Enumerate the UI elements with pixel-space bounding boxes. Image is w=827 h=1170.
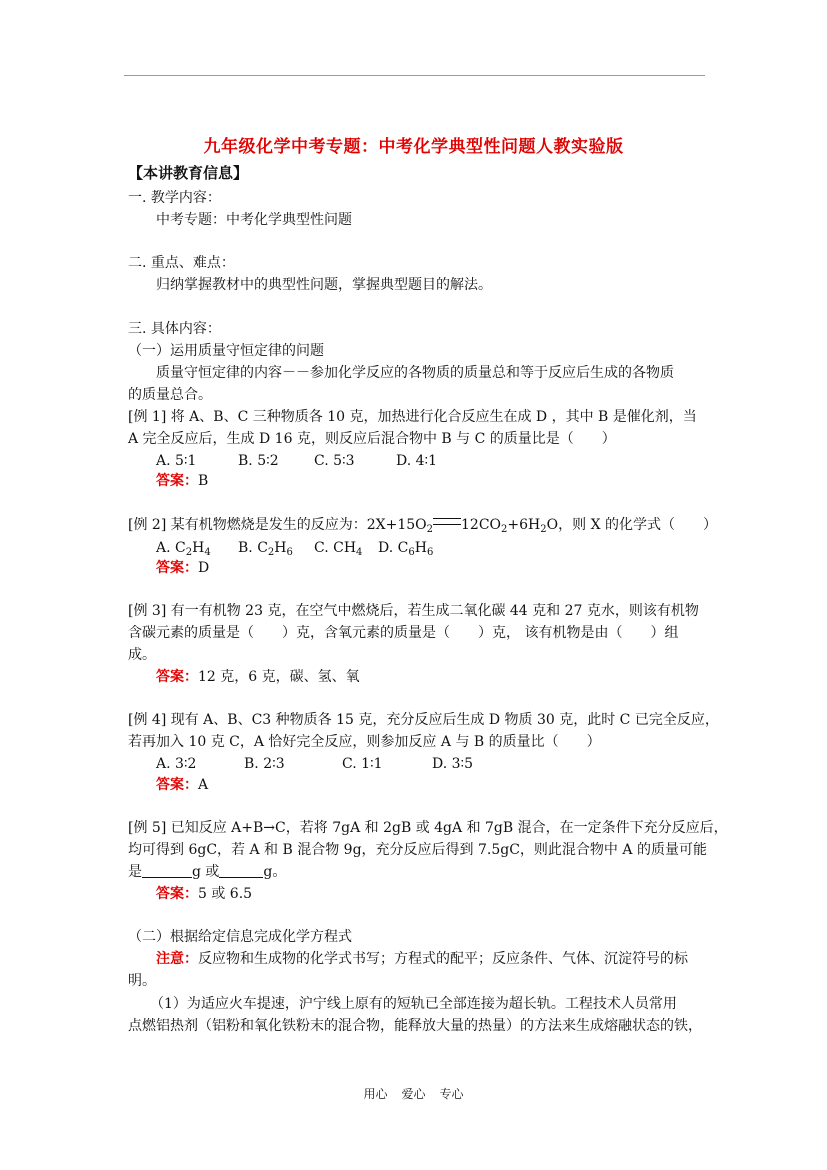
example-5-line-1: [例 5] 已知反应 A+B→C，若将 7gA 和 2gB 或 4gA 和 7gB 混合，在一定条件下充分反应后， xyxy=(128,820,728,836)
info-header: 【本讲教育信息】 xyxy=(128,164,249,182)
option: A. 3∶2 xyxy=(156,756,197,772)
option: C. $CH_4$ xyxy=(314,540,363,558)
answer-blank xyxy=(219,862,263,878)
example-2-answer xyxy=(156,557,209,579)
option: C. 5∶3 xyxy=(314,453,355,469)
option: B. $C_2H_6$ xyxy=(238,540,293,558)
option: D. 4∶1 xyxy=(396,453,438,469)
page-footer xyxy=(0,1085,827,1102)
section-1-body: 中考专题：中考化学典型性问题 xyxy=(156,212,352,228)
example-4-line-2: 若再加入 10 克 C，A 恰好完全反应，则参加反应 A 与 B 的质量比（ ） xyxy=(128,734,601,750)
answer-label: 答案： xyxy=(156,886,198,902)
note-label: 注意： xyxy=(156,951,198,967)
option: D. 3∶5 xyxy=(432,756,474,772)
subscript: 2 xyxy=(501,524,508,535)
equation-product: 12CO xyxy=(461,517,502,533)
answer-value: 12 克，6 克，碳、氢、氧 xyxy=(198,669,360,685)
example-5-line-3: 是 g 或 g。 xyxy=(128,864,287,880)
answer-value: B xyxy=(198,473,209,489)
answer-label: 答案： xyxy=(156,560,198,576)
answer-value: D xyxy=(198,560,210,576)
option: D. $C_6H_6$ xyxy=(378,540,434,558)
section-3-heading: 三. 具体内容： xyxy=(128,321,221,337)
law-text-line-1: 质量守恒定律的内容－－参加化学反应的各物质的质量总和等于反应后生成的各物质 xyxy=(156,365,674,381)
footer-text: 用心 xyxy=(363,1087,388,1101)
equation-prefix: [例 2] 某有机物燃烧是发生的反应为：2X+15O xyxy=(128,517,427,533)
part-1-heading: （一）运用质量守恒定律的问题 xyxy=(128,343,324,359)
option: A. $C_2H_4$ xyxy=(156,540,211,558)
answer-label: 答案： xyxy=(156,669,198,685)
equation-product: +6H xyxy=(507,517,541,533)
part-2-heading: （二）根据给定信息完成化学方程式 xyxy=(128,929,352,945)
example-4-options xyxy=(156,753,473,775)
answer-blank xyxy=(142,862,192,878)
equation-suffix: O，则 X 的化学式（ ） xyxy=(546,517,717,533)
answer-value: A xyxy=(198,777,209,793)
example-4-line-1: [例 4] 现有 A、B、C3 种物质各 15 克，充分反应后生成 D 物质 30 克，此时 C 已完全反应， xyxy=(128,712,719,728)
example-3-line-2: 含碳元素的质量是（ ）克，含氧元素的质量是（ ）克， 该有机物是由（ ）组 xyxy=(128,625,679,641)
option: A. 5∶1 xyxy=(156,453,197,469)
footer-text: 专心 xyxy=(439,1087,464,1101)
example-3-line-3: 成。 xyxy=(128,647,156,663)
example-4-answer xyxy=(156,774,208,796)
option: B. 5∶2 xyxy=(238,453,279,469)
question-1-line-2: 点燃铝热剂（铝粉和氧化铁粉末的混合物，能释放大量的热量）的方法来生成熔融状态的铁， xyxy=(128,1018,702,1034)
law-text-line-2: 的质量总合。 xyxy=(128,387,212,403)
equation-equals-sign xyxy=(433,518,461,525)
example-1-line-1: [例 1] 将 A、B、C 三种物质各 10 克，加热进行化合反应生在成 D ，其中 B 是催化剂，当 xyxy=(128,409,697,425)
example-2-line-1 xyxy=(128,514,717,536)
example-3-line-1: [例 3] 有一有机物 23 克，在空气中燃烧后，若生成二氧化碳 44 克和 27 克水，则该有机物 xyxy=(128,603,699,619)
example-1-line-2: A 完全反应后，生成 D 16 克，则反应后混合物中 B 与 C 的质量比是（ ） xyxy=(128,431,616,447)
example-2-options xyxy=(156,537,433,559)
example-3-answer xyxy=(156,666,360,688)
note-line-2: 明。 xyxy=(128,973,156,989)
section-1-heading: 一. 教学内容： xyxy=(128,190,221,206)
example-5-line-2: 均可得到 6gC，若 A 和 B 混合物 9g，充分反应后得到 7.5gC，则此混合物中 A 的质量可能 xyxy=(128,842,707,858)
example-1-answer xyxy=(156,470,208,492)
note-line-1: 注意：反应物和生成物的化学式书写；方程式的配平；反应条件、气体、沉淀符号的标 xyxy=(156,951,688,967)
subscript: 2 xyxy=(426,524,434,535)
answer-label: 答案： xyxy=(156,777,198,793)
question-1-line-1: （1）为适应火车提速，沪宁线上原有的短轨已全部连接为超长轨。工程技术人员常用 xyxy=(150,996,677,1012)
example-1-options xyxy=(156,450,437,472)
example-5-answer xyxy=(156,883,252,905)
section-2-heading: 二. 重点、难点： xyxy=(128,255,235,271)
subscript: 2 xyxy=(540,524,547,535)
header-rule xyxy=(124,75,705,76)
answer-value: 5 或 6.5 xyxy=(198,886,253,902)
footer-text: 爱心 xyxy=(401,1087,426,1101)
section-2-body: 归纳掌握教材中的典型性问题，掌握典型题目的解法。 xyxy=(156,277,492,293)
document-title: 九年级化学中考专题：中考化学典型性问题人教实验版 xyxy=(203,137,624,157)
option: C. 1∶1 xyxy=(342,756,383,772)
answer-label: 答案： xyxy=(156,473,198,489)
option: B. 2∶3 xyxy=(244,756,285,772)
